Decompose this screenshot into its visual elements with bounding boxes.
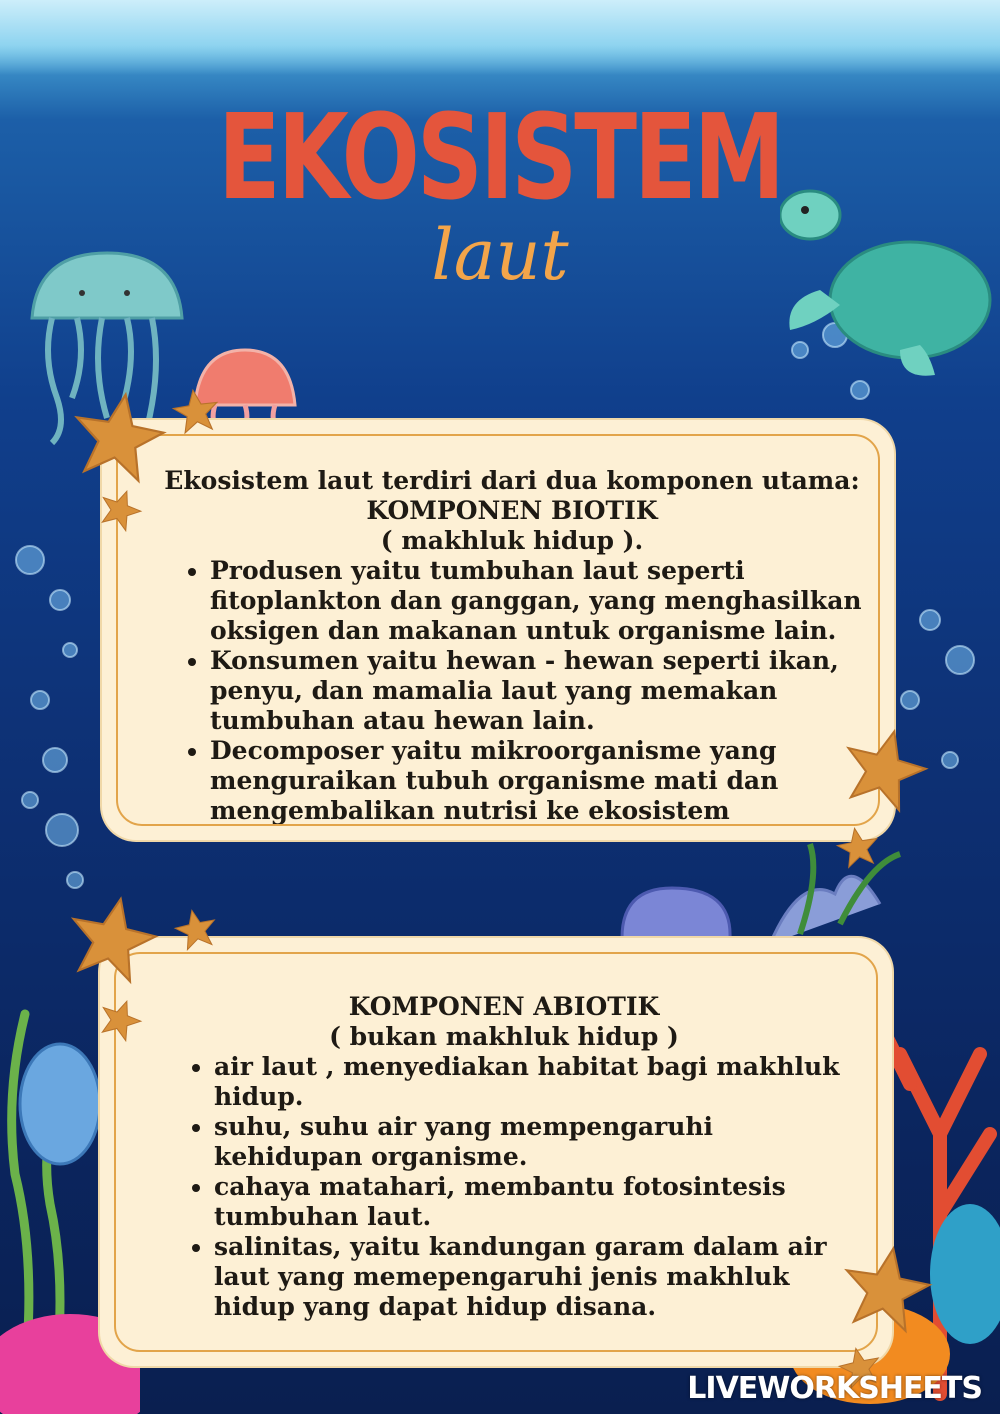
abiotic-subheading: ( bukan makhluk hidup ) — [329, 1022, 679, 1051]
list-item: • Produsen yaitu tumbuhan laut seperti fitoplankton dan ganggan, yang menghasilkan oksigen dan makanan untuk organisme lain. — [210, 556, 862, 646]
list-item: • air laut , menyediakan habitat bagi makhluk hidup. — [214, 1052, 844, 1112]
abiotic-heading: KOMPONEN ABIOTIK — [348, 992, 660, 1021]
list-item: • Decomposer yaitu mikroorganisme yang menguraikan tubuh organisme mati dan mengembalikan nutrisi ke ekosistem — [210, 736, 862, 826]
biotic-subheading: ( makhluk hidup ). — [380, 526, 644, 555]
biotic-heading: KOMPONEN BIOTIK — [366, 496, 658, 525]
list-item: • suhu, suhu air yang mempengaruhi kehidupan organisme. — [214, 1112, 844, 1172]
liveworksheets-logo: LIVEWORKSHEETS — [687, 1371, 982, 1406]
intro-text: Ekosistem laut terdiri dari dua komponen utama: — [164, 466, 860, 495]
page-title: EKOSISTEM — [217, 88, 783, 226]
list-item: • cahaya matahari, membantu fotosintesis tumbuhan laut. — [214, 1172, 844, 1232]
page-subtitle: laut — [431, 214, 569, 296]
list-item: • Konsumen yaitu hewan - hewan seperti ikan, penyu, dan mamalia laut yang memakan tumbuhan atau hewan lain. — [210, 646, 862, 736]
list-item: • salinitas, yaitu kandungan garam dalam air laut yang memepengaruhi jenis makhluk hidup yang dapat hidup disana. — [214, 1232, 844, 1322]
